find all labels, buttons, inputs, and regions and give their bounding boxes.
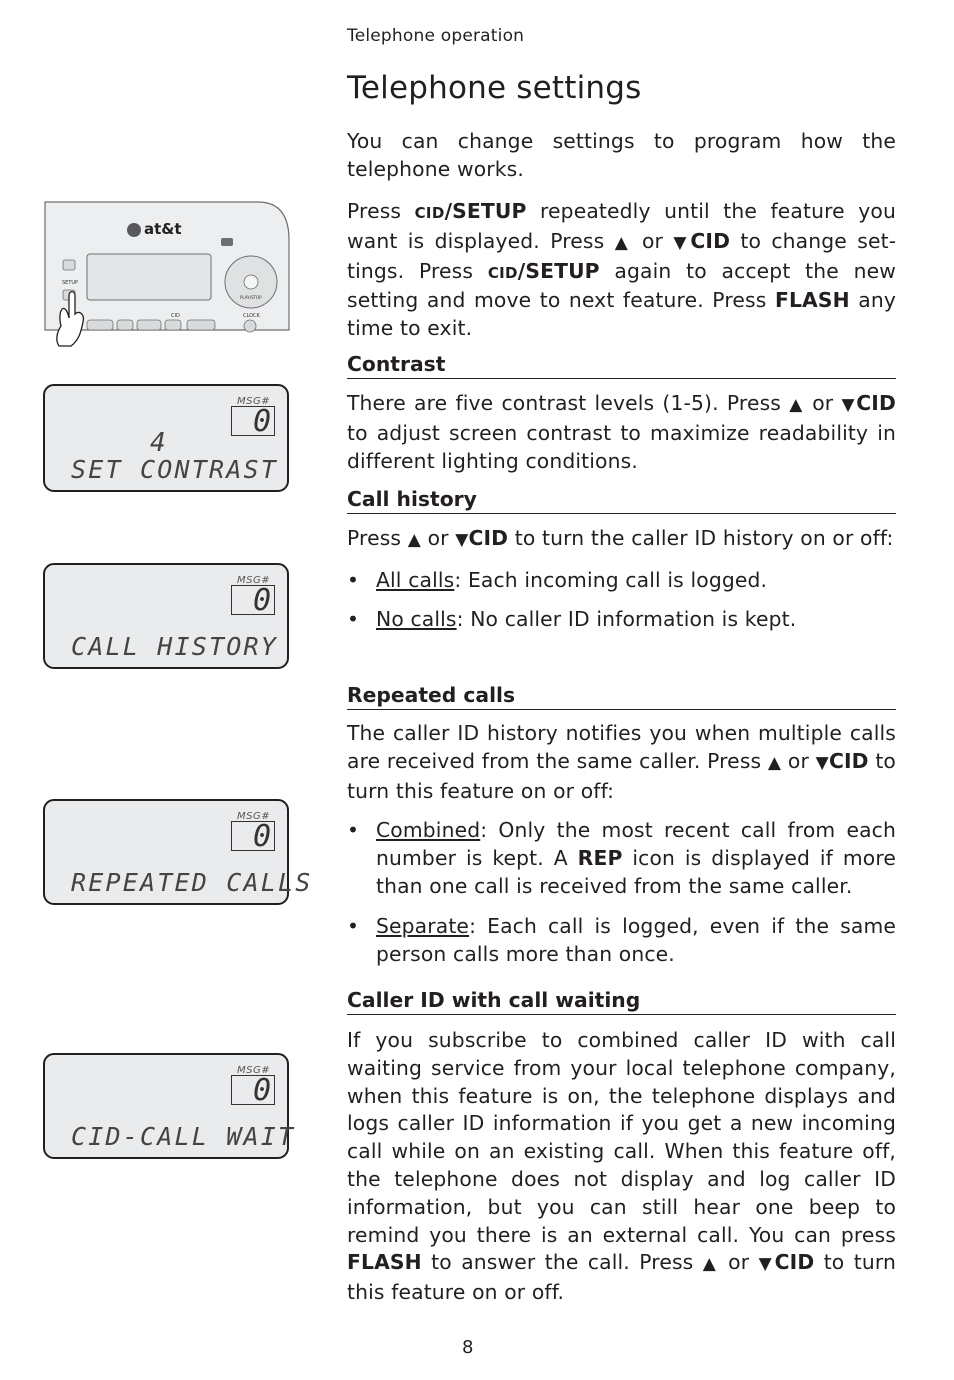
lcd-text: SET CONTRAST [71, 455, 279, 484]
list-item: • All calls: Each incoming call is logged. [347, 567, 896, 595]
lcd-text: CID-CALL WAIT [71, 1122, 296, 1151]
lcd-text: CALL HISTORY [71, 632, 279, 661]
clock-label: CLOCK [243, 313, 260, 319]
setup-label: SETUP [62, 280, 79, 286]
msg-label: MSG# [237, 396, 271, 407]
bullet-icon: • [347, 606, 360, 631]
contrast-text: There are five contrast levels (1-5). Press ▲ or ▼CID to adjust screen contrast to maximize readability in different lighting conditions. [347, 391, 896, 473]
bullet-icon: • [347, 818, 360, 843]
page-header: Telephone operation [347, 26, 525, 46]
repeated-calls-heading: Repeated calls [347, 682, 896, 710]
lcd-text: REPEATED CALLS [71, 868, 313, 897]
lcd-display-contrast [43, 384, 289, 492]
page-number: 8 [462, 1337, 474, 1358]
brand-logo: at&t [144, 220, 182, 238]
play-stop-label: PLAY/STOP [240, 295, 262, 300]
cid-label: CID [171, 313, 180, 319]
call-waiting-text: If you subscribe to combined caller ID with call waiting service from your local telephone company, when this feature is on, the telephone displays and logs caller ID information if you get a new incoming call while on an existing call. When this feature off, the telephone does not display and log caller ID information, but you can still hear one beep to remind you there is an external call. You can press FLASH to answer the call. Press ▲ or ▼CID to turn this feature on or off. [347, 1028, 896, 1305]
repeated-calls-text: The caller ID history notifies you when multiple calls are received from the same caller. Press ▲ or ▼CID to turn this feature on or off: [347, 721, 896, 803]
instructions-paragraph [347, 198, 896, 343]
msg-count: 0 [253, 819, 272, 854]
call-history-heading: Call history [347, 486, 896, 514]
bullet-icon: • [347, 567, 360, 592]
call-waiting-heading: Caller ID with call waiting [347, 987, 896, 1015]
msg-count: 0 [253, 583, 272, 618]
call-history-text: Press ▲ or ▼CID to turn the caller ID history on or off: [347, 526, 894, 550]
instructions-text: Press CID/SETUP repeatedly until the feature you want is displayed. Press ▲ or ▼CID to change settings. Press CID/SETUP again to accept the new setting and move to next feature. Press FLASH any time to exit. [347, 199, 897, 341]
intro-text: You can change settings to program how the telephone works. [347, 129, 896, 181]
lcd-display-repeated-calls [43, 799, 313, 905]
message-counter [231, 575, 275, 618]
list-item: • Separate: Each call is logged, even if the same person calls more than once. [347, 913, 896, 966]
list-item: • Combined: Only the most recent call from each number is kept. A REP icon is displayed if more than one call is received from the same caller. [347, 818, 896, 898]
page-title: Telephone settings [347, 70, 642, 106]
contrast-heading: Contrast [347, 351, 896, 379]
msg-count: 0 [253, 404, 272, 439]
repeated-calls-section [347, 682, 896, 968]
intro-paragraph [347, 128, 896, 184]
lcd-display-call-history [43, 563, 289, 669]
bullet-icon: • [347, 913, 360, 938]
msg-label: MSG# [237, 811, 271, 822]
message-counter [231, 811, 275, 854]
contrast-section [347, 351, 896, 475]
message-counter [231, 1065, 275, 1108]
lcd-display-cid-call-wait [43, 1053, 296, 1159]
msg-label: MSG# [237, 575, 271, 586]
phone-base-illustration [43, 200, 293, 350]
list-item: • No calls: No caller ID information is kept. [347, 606, 896, 634]
msg-label: MSG# [237, 1065, 271, 1076]
call-history-section [347, 486, 896, 633]
call-waiting-section [347, 987, 896, 1307]
msg-count: 0 [253, 1073, 272, 1108]
message-counter [231, 396, 275, 439]
lcd-value: 4 [150, 428, 166, 458]
